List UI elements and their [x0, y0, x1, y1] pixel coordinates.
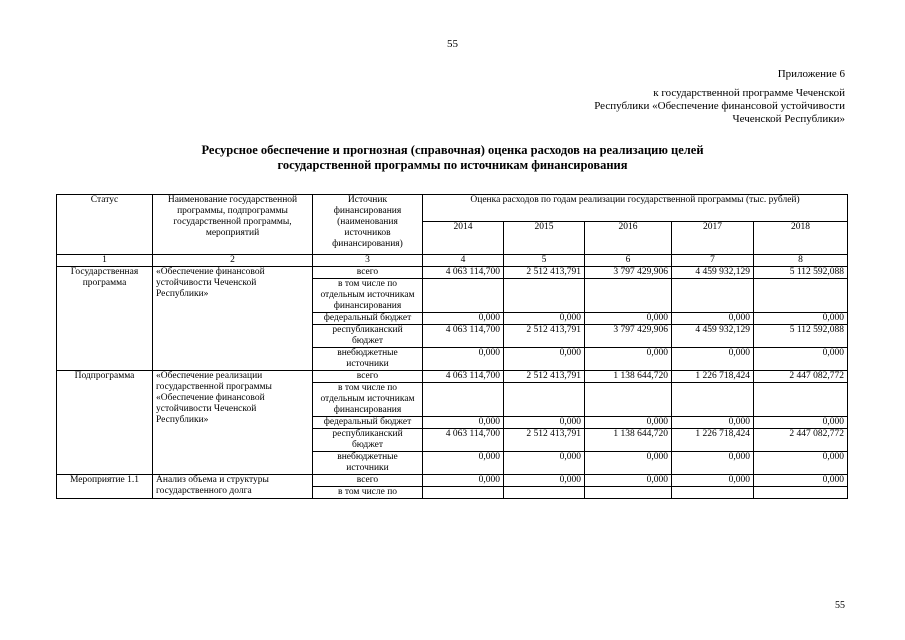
value-cell: 2 447 082,772	[754, 429, 848, 452]
value-cell: 0,000	[672, 475, 754, 487]
value-cell: 4 063 114,700	[423, 429, 504, 452]
header-status: Статус	[57, 195, 153, 255]
document-title	[80, 143, 825, 173]
value-cell: 2 447 082,772	[754, 371, 848, 383]
source-cell: республиканский бюджет	[313, 429, 423, 452]
source-cell: в том числе по	[313, 487, 423, 499]
value-cell: 0,000	[423, 313, 504, 325]
appendix-line-3: Чеченской Республики»	[732, 113, 845, 125]
value-cell: 0,000	[585, 348, 672, 371]
column-number: 7	[672, 255, 754, 267]
header-estimate: Оценка расходов по годам реализации государственной программы (тыс. рублей)	[423, 195, 848, 222]
appendix-title: Приложение 6	[777, 68, 845, 80]
column-number: 8	[754, 255, 848, 267]
value-cell: 0,000	[754, 452, 848, 475]
value-cell: 4 459 932,129	[672, 325, 754, 348]
document-title-line-2: государственной программы по источникам финансирования	[277, 158, 628, 172]
value-cell	[585, 487, 672, 499]
value-cell: 1 226 718,424	[672, 371, 754, 383]
value-cell: 0,000	[585, 417, 672, 429]
source-cell: всего	[313, 267, 423, 279]
value-cell	[754, 487, 848, 499]
page-number-top: 55	[447, 38, 458, 50]
table-row	[57, 267, 848, 279]
value-cell: 2 512 413,791	[504, 371, 585, 383]
value-cell: 5 112 592,088	[754, 267, 848, 279]
value-cell: 4 063 114,700	[423, 371, 504, 383]
value-cell	[672, 279, 754, 313]
appendix-line-1: к государственной программе Чеченской	[653, 87, 845, 99]
source-cell: федеральный бюджет	[313, 313, 423, 325]
value-cell: 0,000	[423, 452, 504, 475]
name-cell: «Обеспечение финансовой устойчивости Чеченской Республики»	[153, 267, 313, 371]
header-year: 2014	[423, 222, 504, 255]
value-cell: 0,000	[754, 313, 848, 325]
source-cell: всего	[313, 475, 423, 487]
header-year: 2015	[504, 222, 585, 255]
column-number: 6	[585, 255, 672, 267]
value-cell: 0,000	[585, 313, 672, 325]
value-cell: 4 063 114,700	[423, 267, 504, 279]
column-number: 3	[313, 255, 423, 267]
status-cell: Государственная программа	[57, 267, 153, 371]
value-cell: 0,000	[754, 417, 848, 429]
value-cell: 5 112 592,088	[754, 325, 848, 348]
value-cell: 0,000	[423, 348, 504, 371]
column-number: 1	[57, 255, 153, 267]
value-cell: 0,000	[504, 313, 585, 325]
value-cell	[585, 279, 672, 313]
value-cell	[423, 279, 504, 313]
source-cell: внебюджетные источники	[313, 452, 423, 475]
value-cell: 0,000	[672, 452, 754, 475]
source-cell: в том числе по отдельным источникам финансирования	[313, 383, 423, 417]
value-cell: 1 138 644,720	[585, 429, 672, 452]
column-number: 4	[423, 255, 504, 267]
document-title-line-1: Ресурсное обеспечение и прогнозная (справочная) оценка расходов на реализацию целей	[201, 143, 704, 157]
value-cell	[754, 383, 848, 417]
value-cell: 0,000	[672, 348, 754, 371]
value-cell	[423, 487, 504, 499]
value-cell	[754, 279, 848, 313]
header-year: 2018	[754, 222, 848, 255]
table-row	[57, 475, 848, 487]
value-cell	[504, 383, 585, 417]
source-cell: федеральный бюджет	[313, 417, 423, 429]
status-cell: Мероприятие 1.1	[57, 475, 153, 499]
source-cell: республиканский бюджет	[313, 325, 423, 348]
value-cell	[423, 383, 504, 417]
value-cell: 3 797 429,906	[585, 325, 672, 348]
table-row	[57, 371, 848, 383]
value-cell: 0,000	[754, 348, 848, 371]
resource-table	[56, 194, 848, 499]
value-cell: 0,000	[423, 475, 504, 487]
status-cell: Подпрограмма	[57, 371, 153, 475]
value-cell: 0,000	[504, 348, 585, 371]
value-cell: 0,000	[504, 475, 585, 487]
name-cell: Анализ объема и структуры государственного долга	[153, 475, 313, 499]
value-cell: 2 512 413,791	[504, 429, 585, 452]
appendix-line-2: Республики «Обеспечение финансовой устойчивости	[594, 100, 845, 112]
value-cell: 3 797 429,906	[585, 267, 672, 279]
value-cell	[504, 487, 585, 499]
appendix-block	[594, 68, 845, 126]
value-cell	[672, 383, 754, 417]
value-cell: 4 459 932,129	[672, 267, 754, 279]
source-cell: в том числе по отдельным источникам финансирования	[313, 279, 423, 313]
value-cell: 0,000	[754, 475, 848, 487]
source-cell: всего	[313, 371, 423, 383]
value-cell	[504, 279, 585, 313]
header-year: 2017	[672, 222, 754, 255]
value-cell	[585, 383, 672, 417]
value-cell: 2 512 413,791	[504, 267, 585, 279]
value-cell	[672, 487, 754, 499]
page-number-bottom: 55	[835, 600, 845, 611]
value-cell: 0,000	[504, 417, 585, 429]
value-cell: 0,000	[585, 452, 672, 475]
value-cell: 0,000	[504, 452, 585, 475]
value-cell: 0,000	[672, 313, 754, 325]
value-cell: 2 512 413,791	[504, 325, 585, 348]
header-name: Наименование государственной программы, подпрограммы государственной программы, мероприятий	[153, 195, 313, 255]
value-cell: 0,000	[672, 417, 754, 429]
column-number: 2	[153, 255, 313, 267]
value-cell: 1 138 644,720	[585, 371, 672, 383]
header-source: Источник финансирования (наименования источников финансирования)	[313, 195, 423, 255]
value-cell: 0,000	[423, 417, 504, 429]
value-cell: 4 063 114,700	[423, 325, 504, 348]
header-year: 2016	[585, 222, 672, 255]
value-cell: 0,000	[585, 475, 672, 487]
column-number: 5	[504, 255, 585, 267]
name-cell: «Обеспечение реализации государственной программы «Обеспечение финансовой устойчивости Чеченской Республики»	[153, 371, 313, 475]
source-cell: внебюджетные источники	[313, 348, 423, 371]
value-cell: 1 226 718,424	[672, 429, 754, 452]
